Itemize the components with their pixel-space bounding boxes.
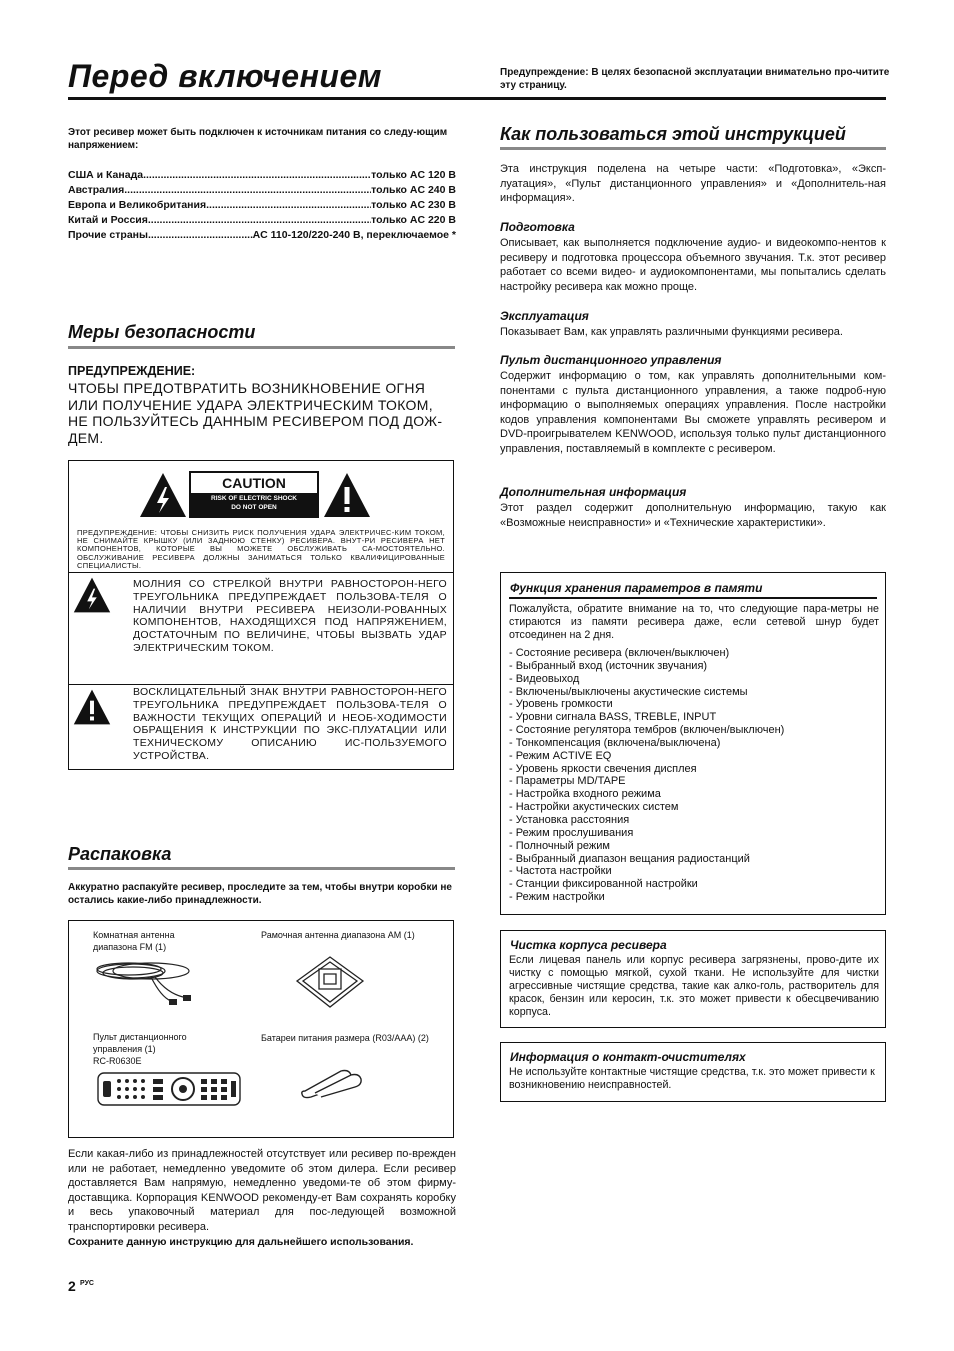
power-country: Китай и Россия [68,214,148,226]
list-item: - Установка расстояния [509,813,630,826]
power-country: США и Канада [68,169,144,181]
list-item: - Режим ACTIVE EQ [509,749,612,762]
power-table [68,168,456,243]
list-item: - Выбранный диапазон вещания радиостанций [509,852,750,865]
list-item: - Режим настройки [509,891,605,904]
batteries-label: Батареи питания размера (R03/AAA) (2) [261,1033,429,1043]
prep-text: Описывает, как выполняется подключение аудио- и видеокомпо-нентов к ресиверу и подготовка процессора объемного звучания. Т.к. этот ресивер работает со всеми видео- и аудиокомпонентами, мы попытались сделать настройку ресивера как можно проще. [500,237,886,293]
memory-list [509,647,879,904]
power-voltage: AC 110-120/220-240 В, переключаемое * [252,229,456,241]
exclamation-explanation: ВОСКЛИЦАТЕЛЬНЫЙ ЗНАК ВНУТРИ РАВНОСТОРОН-НЕГО ТРЕУГОЛЬНИКА ПРЕДУПРЕЖДАЕТ ПОЛЬЗОВА-ТЕЛЯ О ВАЖНОСТИ ТЕКУЩИХ ОПЕРАЦИЙ И НЕОБ-ХОДИМОСТИ ОБРАЩЕНИЯ К ИНСТРУКЦИИ ПО ЭКС-ПЛУАТАЦИИ ИЛИ ТЕХНИЧЕСКОМУ ОПИСАНИЮ ИС-ПОЛЬЗУЕМОГО УСТРОЙСТВА. [133,686,447,762]
power-row [68,228,456,243]
fm-antenna-icon [91,957,211,1011]
caution-title: CAUTION [191,473,317,493]
memory-rule [509,597,877,599]
caution-sub2: DO NOT OPEN [231,504,277,511]
page-title: Перед включением [68,58,382,94]
lightning-triangle-icon [72,576,112,614]
power-voltage: только AC 240 В [371,184,456,196]
operation-heading: Эксплуатация [500,309,589,323]
power-voltage: только AC 120 В [371,169,456,181]
cleaning-heading: Чистка корпуса ресивера [510,938,667,952]
am-loop-antenna-icon [289,951,371,1013]
list-item: - Видеовыход [509,672,580,685]
contact-text: Не используйте контактные чистящие средства, т.к. это может привести к возникновению неисправностей. [509,1066,875,1091]
list-item: - Режим прослушивания [509,826,634,839]
power-voltage: только AC 220 В [371,214,456,226]
power-country: Австралия [68,184,125,196]
list-item: - Настройки акустических систем [509,801,679,814]
contact-cleaner-box [500,1042,886,1102]
caution-divider [69,684,453,685]
extra-text: Этот раздел содержит дополнительную информацию, такую как «Возможные неисправности» и «Технические характеристики». [500,502,886,529]
safety-rule [68,346,455,349]
extra-heading: Дополнительная информация [500,485,687,499]
safety-heading: Меры безопасности [68,322,256,342]
cleaning-text: Если лицевая панель или корпус ресивера загрязнены, прово-дите их чистку с помощью мягкой, сухой ткани. Не используйте для чистки агрессивные чистящие средства, такие как алко-голь, растворитель для красок, бензин или керосин, т.к. это может привести к обесцвечиванию корпуса. [509,954,879,1018]
caution-box [68,460,454,770]
list-item: - Уровень громкости [509,698,613,711]
memory-box [500,572,886,915]
page-number: 2 [68,1278,76,1294]
power-country: Прочие страны [68,229,148,241]
exclamation-triangle-icon [322,471,372,519]
list-item: - Настройка входного режима [509,788,661,801]
power-row [68,198,456,213]
caution-label-box [189,471,319,518]
lightning-explanation: МОЛНИЯ СО СТРЕЛКОЙ ВНУТРИ РАВНОСТОРОН-НЕГО ТРЕУГОЛЬНИКА ПРЕДУПРЕЖДАЕТ ПОЛЬЗОВА-ТЕЛЯ О НАЛИЧИИ ВНУТРИ РЕСИВЕРА НЕИЗОЛИ-РОВАННЫХ КОМПОНЕНТОВ, НАХОДЯЩИХСЯ ПОД НАПРЯЖЕНИЕМ, ДОСТАТОЧНЫМ ПО ВЕЛИЧИНЕ, ЧТОБЫ ВЫЗВАТЬ УДАР ЭЛЕКТРИЧЕСКИМ ТОКОМ. [133,578,447,654]
list-item: - Включены/выключены акустические системы [509,685,748,698]
warning-text: ЧТОБЫ ПРЕДОТВРАТИТЬ ВОЗНИКНОВЕНИЕ ОГНЯ ИЛИ ПОЛУЧЕНИЕ УДАРА ЭЛЕКТРИЧЕСКИМ ТОКОМ, НЕ ПОЛЬЗУЙТЕСЬ ДАННЫМ РЕСИВЕРОМ ПОД ДОЖ-ДЕМ. [68,380,443,446]
list-item: - Частота настройки [509,865,612,878]
list-item: - Параметры MD/TAPE [509,775,626,788]
howto-rule [500,147,886,150]
fm-antenna-label: Комнатная антенна диапазона FM (1) [93,930,175,952]
language-code: РУС [80,1280,94,1287]
list-item: - Уровни сигнала BASS, TREBLE, INPUT [509,711,717,724]
exclamation-triangle-icon [72,688,112,726]
accessories-box [68,920,454,1138]
list-item: - Тонкомпенсация (включена/выключена) [509,736,721,749]
remote-label: Пульт дистанционного управления (1) [93,1032,187,1054]
list-item: - Станции фиксированной настройки [509,878,698,891]
power-row [68,213,456,228]
caution-divider [69,572,453,573]
remote-heading: Пульт дистанционного управления [500,353,722,367]
memory-intro: Пожалуйста, обратите внимание на то, что следующие пара-метры не стираются из памяти ресивера даже, если сетевой шнур будет отсоединен на 2 дня. [509,603,879,641]
missing-items-text: Если какая-либо из принадлежностей отсутствует или ресивер по-врежден или не работает, немедленно уведомите об этом дилера. Если ресивер доставляется Вам напрямую, немедленно уведоми-те об этом фирму-доставщика. Корпорация KENWOOD рекоменду-ет Вам сохранять коробку и весь упаковочный материал для пос-ледующей возможной транспортировки ресивера. [68,1148,456,1233]
contact-heading: Информация о контакт-очистителях [510,1050,746,1064]
operation-text: Показывает Вам, как управлять различными функциями ресивера. [500,326,843,338]
unpack-heading: Распаковка [68,844,172,864]
remote-control-icon [97,1069,242,1109]
warning-label: ПРЕДУПРЕЖДЕНИЕ: [68,364,196,378]
list-item: - Уровень яркости свечения дисплея [509,762,697,775]
list-item: - Выбранный вход (источник звучания) [509,659,708,672]
keep-instructions: Сохраните данную инструкцию для дальнейшего использования. [68,1236,414,1248]
unpack-intro: Аккуратно распакуйте ресивер, проследите за тем, чтобы внутри коробки не остались какие-либо принадлежности. [68,882,452,906]
list-item: - Состояние ресивера (включен/выключен) [509,647,730,659]
unpack-rule [68,867,455,870]
batteries-icon [299,1063,365,1099]
header-rule [68,97,886,100]
caution-sub1: RISK OF ELECTRIC SHOCK [211,495,297,502]
cleaning-box [500,930,886,1028]
remote-model: RC-R0630E [93,1056,142,1066]
power-voltage: только AC 230 В [371,199,456,211]
list-item: - Полночный режим [509,839,610,852]
lightning-triangle-icon [138,471,188,519]
am-antenna-label: Рамочная антенна диапазона AM (1) [261,930,415,940]
caution-small-warning: ПРЕДУПРЕЖДЕНИЕ: ЧТОБЫ СНИЗИТЬ РИСК ПОЛУЧЕНИЯ УДАРА ЭЛЕКТРИЧЕС-КИМ ТОКОМ, НЕ СНИМАЙТЕ КРЫШКУ (ИЛИ ЗАДНЮЮ СТЕНКУ) РЕСИВЕРА. ВНУТ-РИ РЕСИВЕРА НЕТ КОМПОНЕНТОВ, КОТОРЫЕ ВЫ МОЖЕТЕ ОБСЛУЖИВАТЬ СА-МОСТОЯТЕЛЬНО. ОБСЛУЖИВАНИЕ РЕСИВЕРА ДОЛЖНЫ ЗАНИМАТЬСЯ ТОЛЬКО КВАЛИФИЦИРОВАННЫЕ СПЕЦИАЛИСТЫ. [77,528,445,570]
power-intro: Этот ресивер может быть подключен к источникам питания со следу-ющим напряжением: [68,127,448,151]
power-country: Европа и Великобритания [68,199,207,211]
howto-intro: Эта инструкция поделена на четыре части: «Подготовка», «Эксп-луатация», «Пульт дистанционного управления» и «Дополнитель-ная информация». [500,163,886,204]
prep-heading: Подготовка [500,220,575,234]
power-row [68,183,456,198]
power-row [68,168,456,183]
howto-heading: Как пользоваться этой инструкцией [500,124,846,144]
list-item: - Состояние регулятора тембров (включен/выключен) [509,724,785,737]
remote-text: Содержит информацию о том, как управлять дополнительными ком-понентами с пульта дистанционного управления, а также подроб-ную информацию о выполняемых операциях управления. После настройки кодов управления компонентами Вы сможете управлять ресивером и DVD-проигрывателем KENWOOD, используя только пульт дистанционного управления, поставляемый в комплекте с ресивером. [500,370,886,455]
top-safety-note: Предупреждение: В целях безопасной эксплуатации внимательно про-читите эту страницу. [500,67,890,91]
memory-heading: Функция хранения параметров в памяти [510,581,763,595]
